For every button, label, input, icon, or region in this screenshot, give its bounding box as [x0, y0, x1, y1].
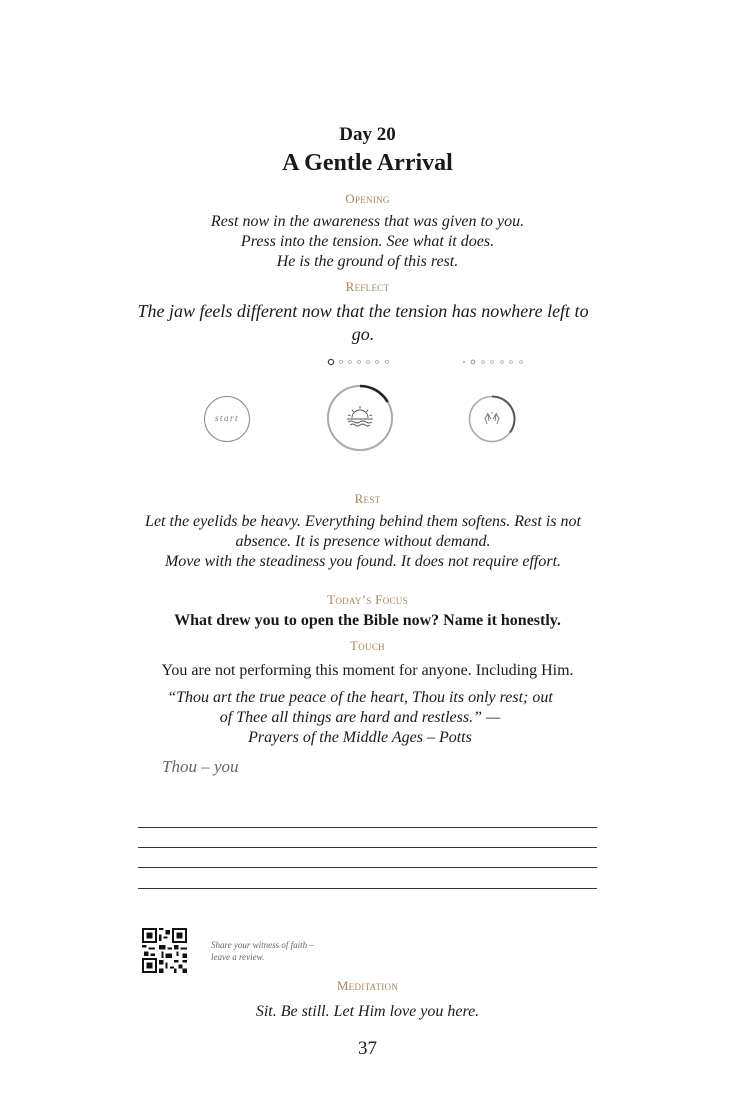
meditation-label: Meditation	[336, 978, 399, 993]
reflect-label: Reflect	[345, 279, 390, 294]
quote-attribution: Prayers of the Middle Ages – Potts	[248, 729, 472, 746]
prayer-timer[interactable]	[468, 395, 516, 443]
writing-line[interactable]	[138, 847, 597, 848]
quote-line: “Thou art the true peace of the heart, Thou its only rest; out	[167, 689, 553, 706]
page-number: 37	[358, 1038, 377, 1059]
opening-label: Opening	[345, 191, 390, 206]
step-dots-right	[460, 356, 526, 368]
day-number: Day 20	[339, 124, 396, 145]
opening-line: Press into the tension. See what it does.	[240, 233, 495, 250]
reflect-text: The jaw feels different now that the tension has nowhere left to go.	[137, 301, 589, 344]
meditation-text: Sit. Be still. Let Him love you here.	[255, 1003, 480, 1020]
opening-text	[0, 212, 735, 272]
writing-line[interactable]	[138, 888, 597, 889]
step-dots-left	[325, 356, 395, 368]
quote	[150, 688, 570, 748]
rest-line: Let the eyelids be heavy. Everything behind them softens. Rest is not absence. It is presence without demand.	[145, 513, 581, 550]
touch-label: Touch	[350, 638, 385, 653]
page-title: A Gentle Arrival	[282, 150, 453, 176]
rest-text	[128, 512, 598, 572]
opening-line: Rest now in the awareness that was given to you.	[210, 213, 525, 230]
share-line: leave a review.	[211, 952, 265, 962]
word-gloss: Thou – you	[162, 757, 239, 776]
writing-line[interactable]	[138, 827, 597, 828]
opening-line: He is the ground of this rest.	[276, 253, 459, 270]
qr-code-icon[interactable]	[142, 928, 187, 973]
start-button[interactable]: start	[204, 396, 250, 442]
share-line: Share your witness of faith –	[211, 940, 314, 950]
focus-question: What drew you to open the Bible now? Name it honestly.	[174, 612, 561, 629]
rest-label: Rest	[354, 491, 381, 506]
praying-hands-icon	[485, 412, 499, 424]
quote-line: of Thee all things are hard and restless.” —	[219, 709, 501, 726]
touch-text: You are not performing this moment for anyone. Including Him.	[161, 662, 574, 679]
rest-line: Move with the steadiness you found. It does not require effort.	[164, 553, 562, 570]
share-review-note	[211, 939, 314, 963]
focus-label: Today’s Focus	[327, 592, 408, 607]
sunrise-timer[interactable]	[326, 384, 394, 452]
writing-line[interactable]	[138, 867, 597, 868]
sunrise-icon	[347, 406, 373, 426]
